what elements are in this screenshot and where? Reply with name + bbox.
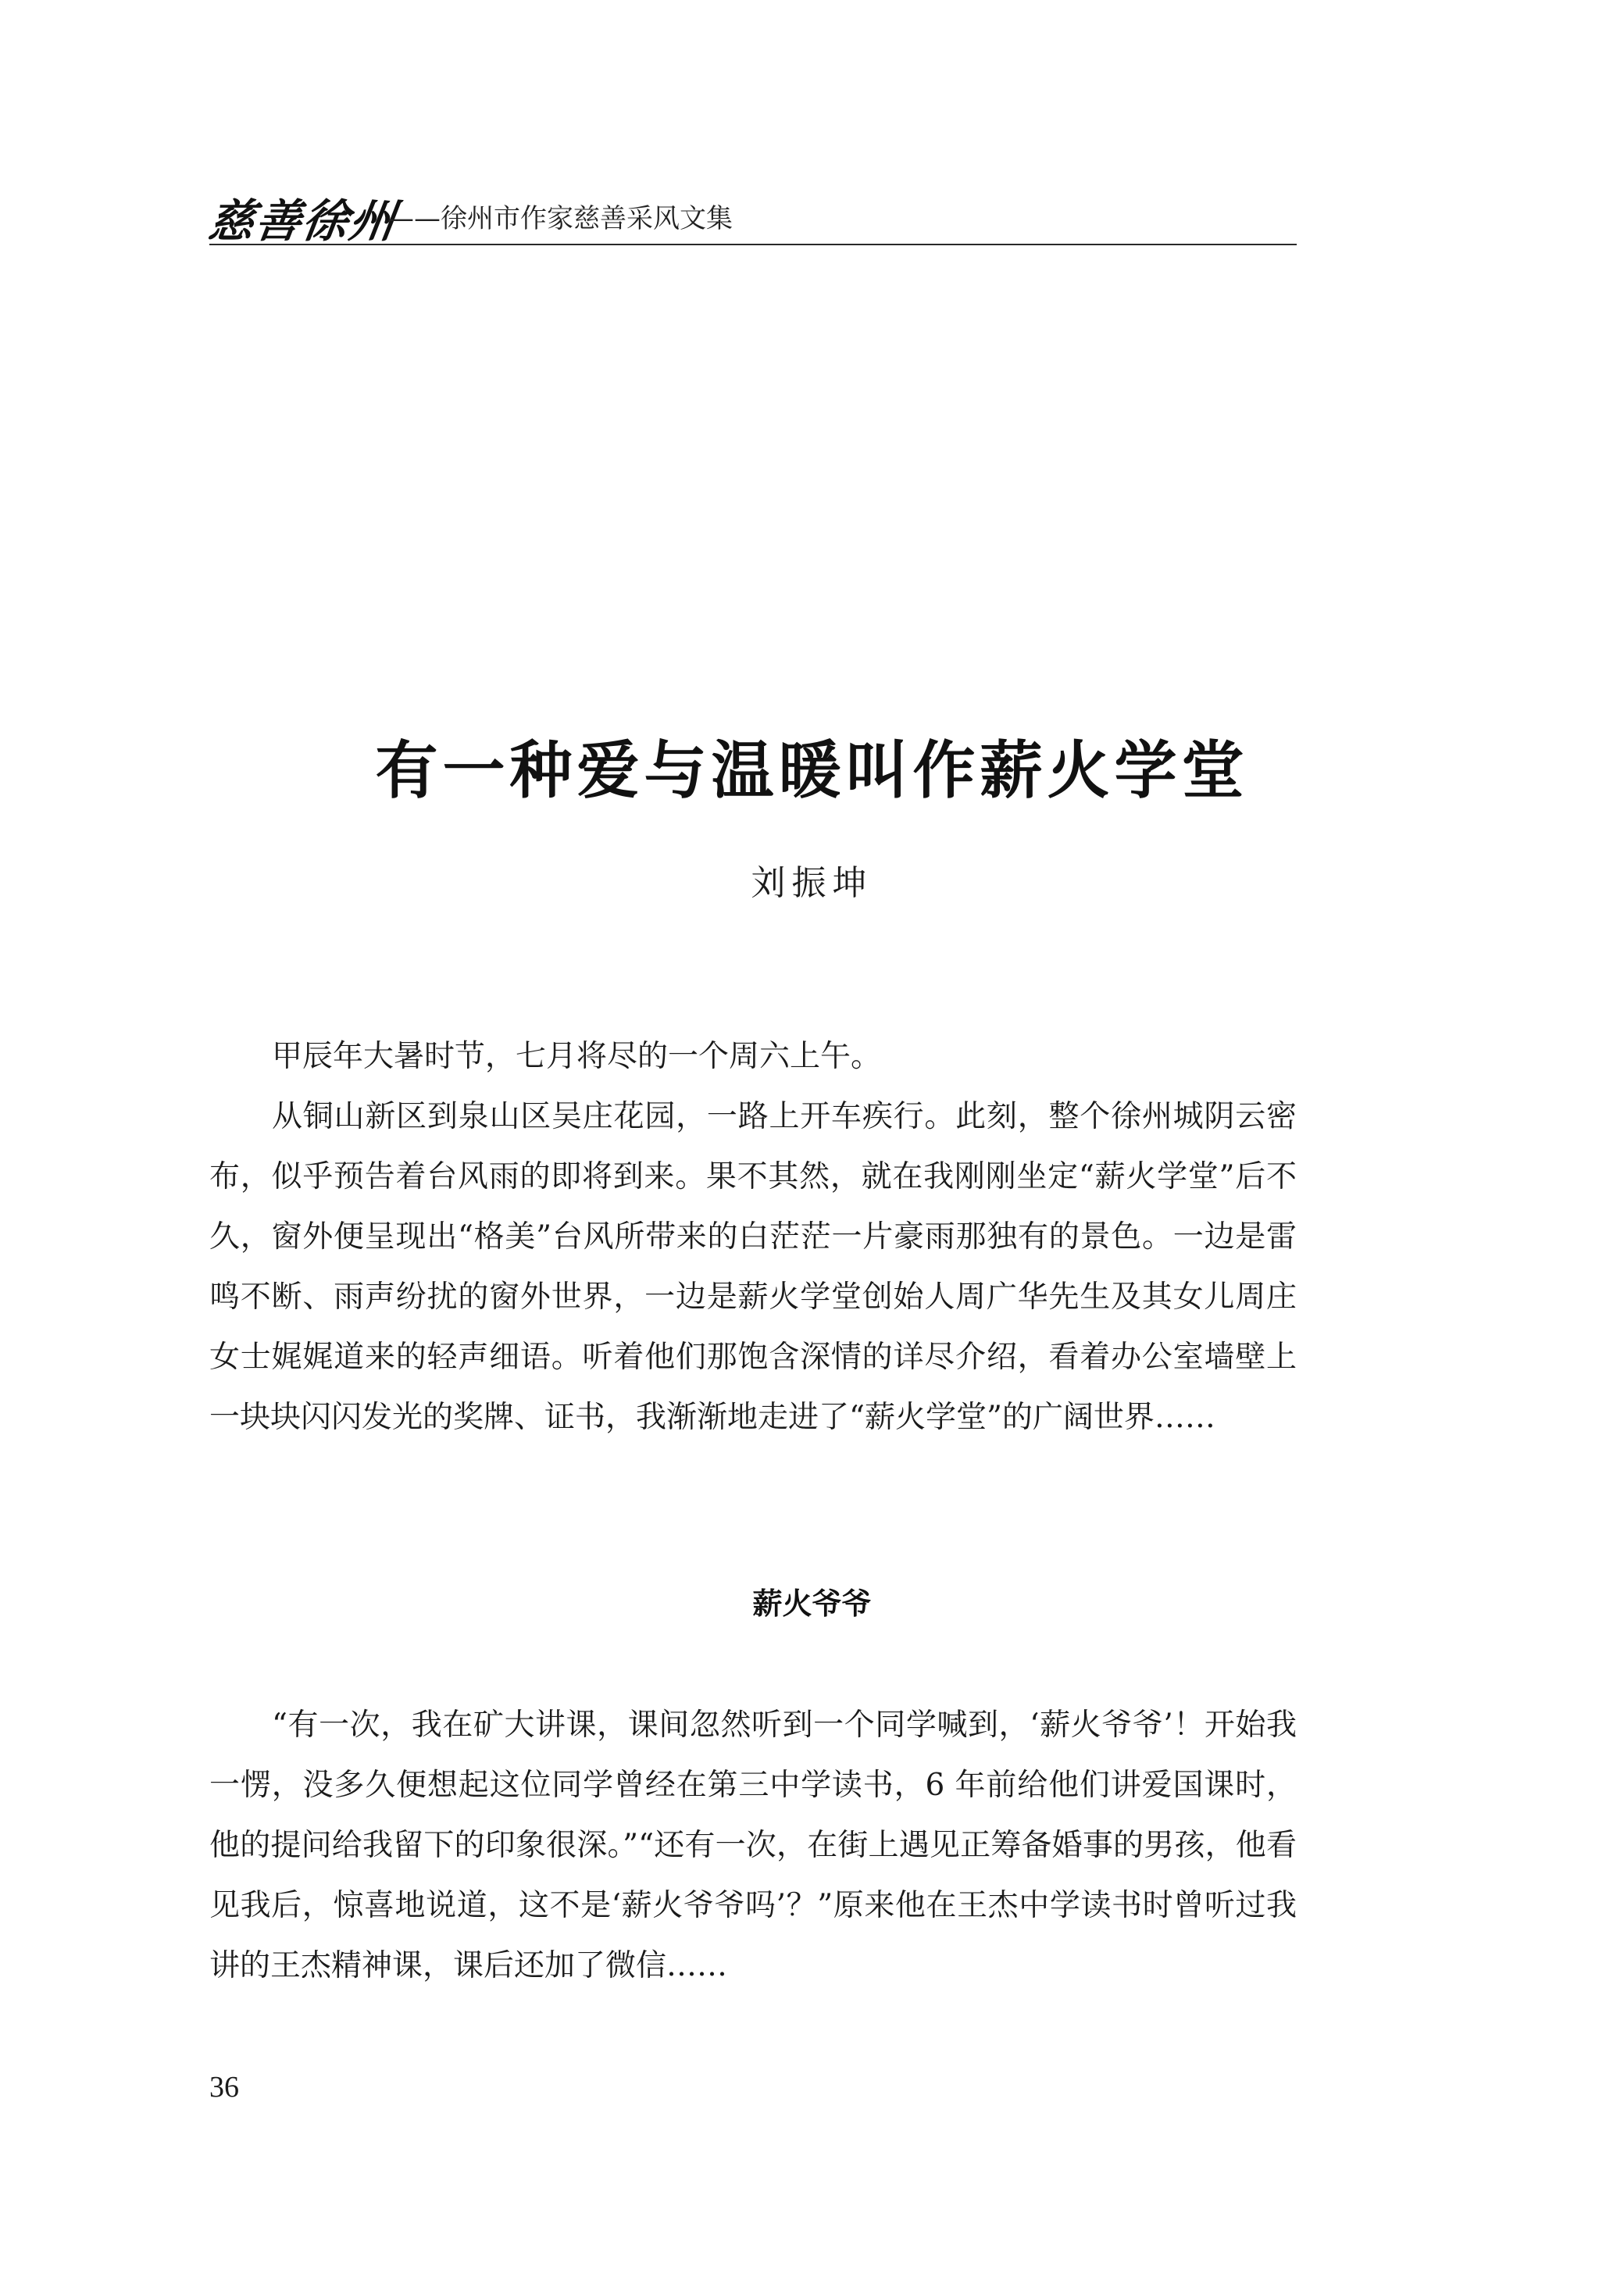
running-header — [205, 184, 1297, 248]
paragraph: “有一次，我在矿大讲课，课间忽然听到一个同学喊到，‘薪火爷爷’！开始我一愣，没多久便想起这位同学曾经在第三中学读书，6 年前给他们讲爱国课时，他的提问给我留下的印象很深。”“还有一次，在街上遇见正筹备婚事的男孩，他看见我后，惊喜地说道，这不是‘薪火爷爷吗’？”原来他在王杰中学读书时曾听过我讲的王杰精神课，课后还加了微信…… — [209, 1708, 1297, 1983]
intro-body — [209, 1026, 1297, 1447]
paragraph: 甲辰年大暑时节，七月将尽的一个周六上午。 — [272, 1039, 882, 1074]
book-logo: 慈善徐州 — [205, 195, 401, 248]
page-number: 36 — [209, 2071, 239, 2104]
section-body — [209, 1695, 1297, 1996]
paragraph: 从铜山新区到泉山区吴庄花园，一路上开车疾行。此刻，整个徐州城阴云密布，似乎预告着台风雨的即将到来。果不其然，就在我刚刚坐定“薪火学堂”后不久，窗外便呈现出“格美”台风所带来的白茫茫一片豪雨那独有的景色。一边是雷鸣不断、雨声纷扰的窗外世界，一边是薪火学堂创始人周广华先生及其女儿周庄女士娓娓道来的轻声细语。听着他们那饱含深情的详尽介绍，看着办公室墙壁上一块块闪闪发光的奖牌、证书，我渐渐地走进了“薪火学堂”的广阔世界…… — [209, 1099, 1297, 1435]
section-heading: 薪火爷爷 — [752, 1587, 872, 1621]
article-title: 有一种爱与温暖叫作薪火学堂 — [375, 733, 1249, 807]
book-subtitle: ——徐州市作家慈善采风文集 — [387, 203, 733, 234]
article-author: 刘振坤 — [751, 863, 873, 903]
